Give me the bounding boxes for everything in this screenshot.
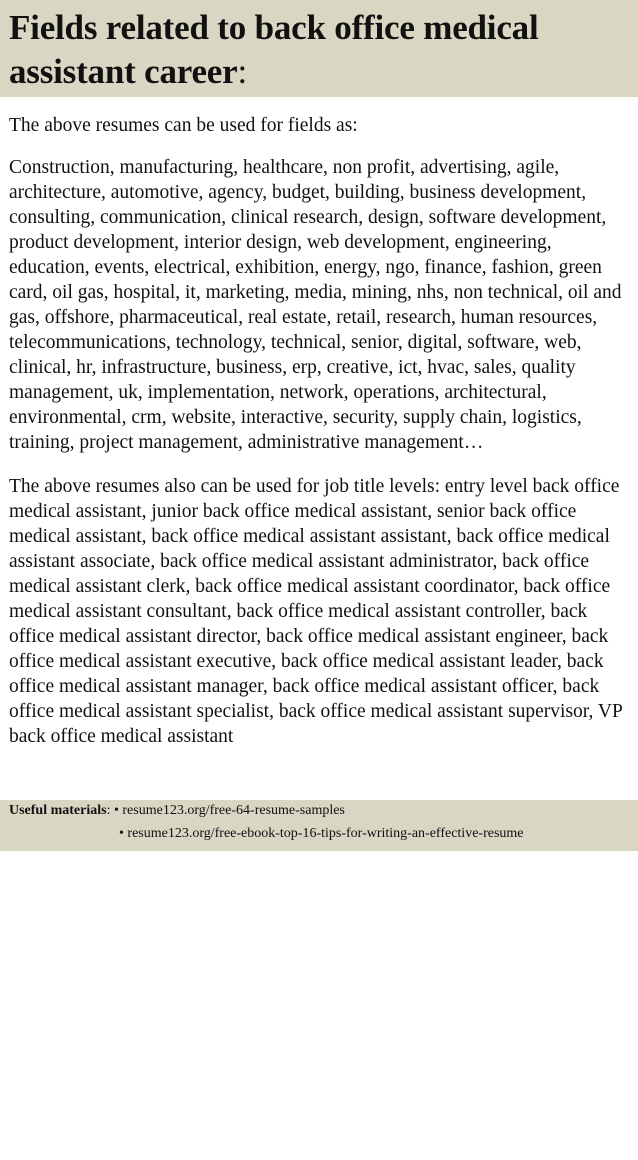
page-title-text: Fields related to back office medical assistant career — [9, 8, 539, 91]
page-title — [9, 6, 629, 94]
job-levels-text: The above resumes also can be used for job title levels: entry level back office medical assistant, junior back office medical assistant, senior back office medical assistant, back office medical assistant assistant, back office medical assistant associate, back office medical assistant administrator, back office medical assistant clerk, back office medical assistant coordinator, back office medical assistant consultant, back office medical assistant controller, back office medical assistant director, back office medical assistant engineer, back office medical assistant executive, back office medical assistant leader, back office medical assistant manager, back office medical assistant officer, back office medical assistant specialist, back office medical assistant supervisor, VP back office medical assistant — [9, 476, 623, 747]
footer — [0, 800, 638, 851]
footer-link-ebook[interactable]: • resume123.org/free-ebook-top-16-tips-for-writing-an-effective-resume — [119, 826, 524, 841]
footer-row-1 — [9, 800, 345, 822]
fields-list: Construction, manufacturing, healthcare, non profit, advertising, agile, architecture, automotive, agency, budget, building, business development, consulting, communication, clinical research, design, software development, product development, interior design, web development, engineering, education, events, electrical, exhibition, energy, ngo, finance, fashion, green card, oil gas, hospital, it, marketing, media, mining, nhs, non technical, oil and gas, offshore, pharmaceutical, real estate, retail, research, human resources, telecommunications, technology, technical, senior, digital, software, web, clinical, hr, infrastructure, business, erp, creative, ict, hvac, sales, quality management, uk, implementation, network, operations, architectural, environmental, crm, website, interactive, security, supply chain, logistics, training, project management, administrative management… — [9, 157, 622, 453]
title-banner — [0, 0, 638, 97]
footer-link-resume-samples[interactable]: • resume123.org/free-64-resume-samples — [113, 803, 345, 818]
footer-row-2 — [119, 823, 524, 845]
footer-label: Useful materials — [9, 803, 107, 818]
page-title-colon: : — [237, 52, 247, 91]
intro-text: The above resumes can be used for fields as: — [9, 115, 358, 136]
footer-separator: : — [106, 803, 114, 818]
body-content — [9, 113, 631, 1160]
